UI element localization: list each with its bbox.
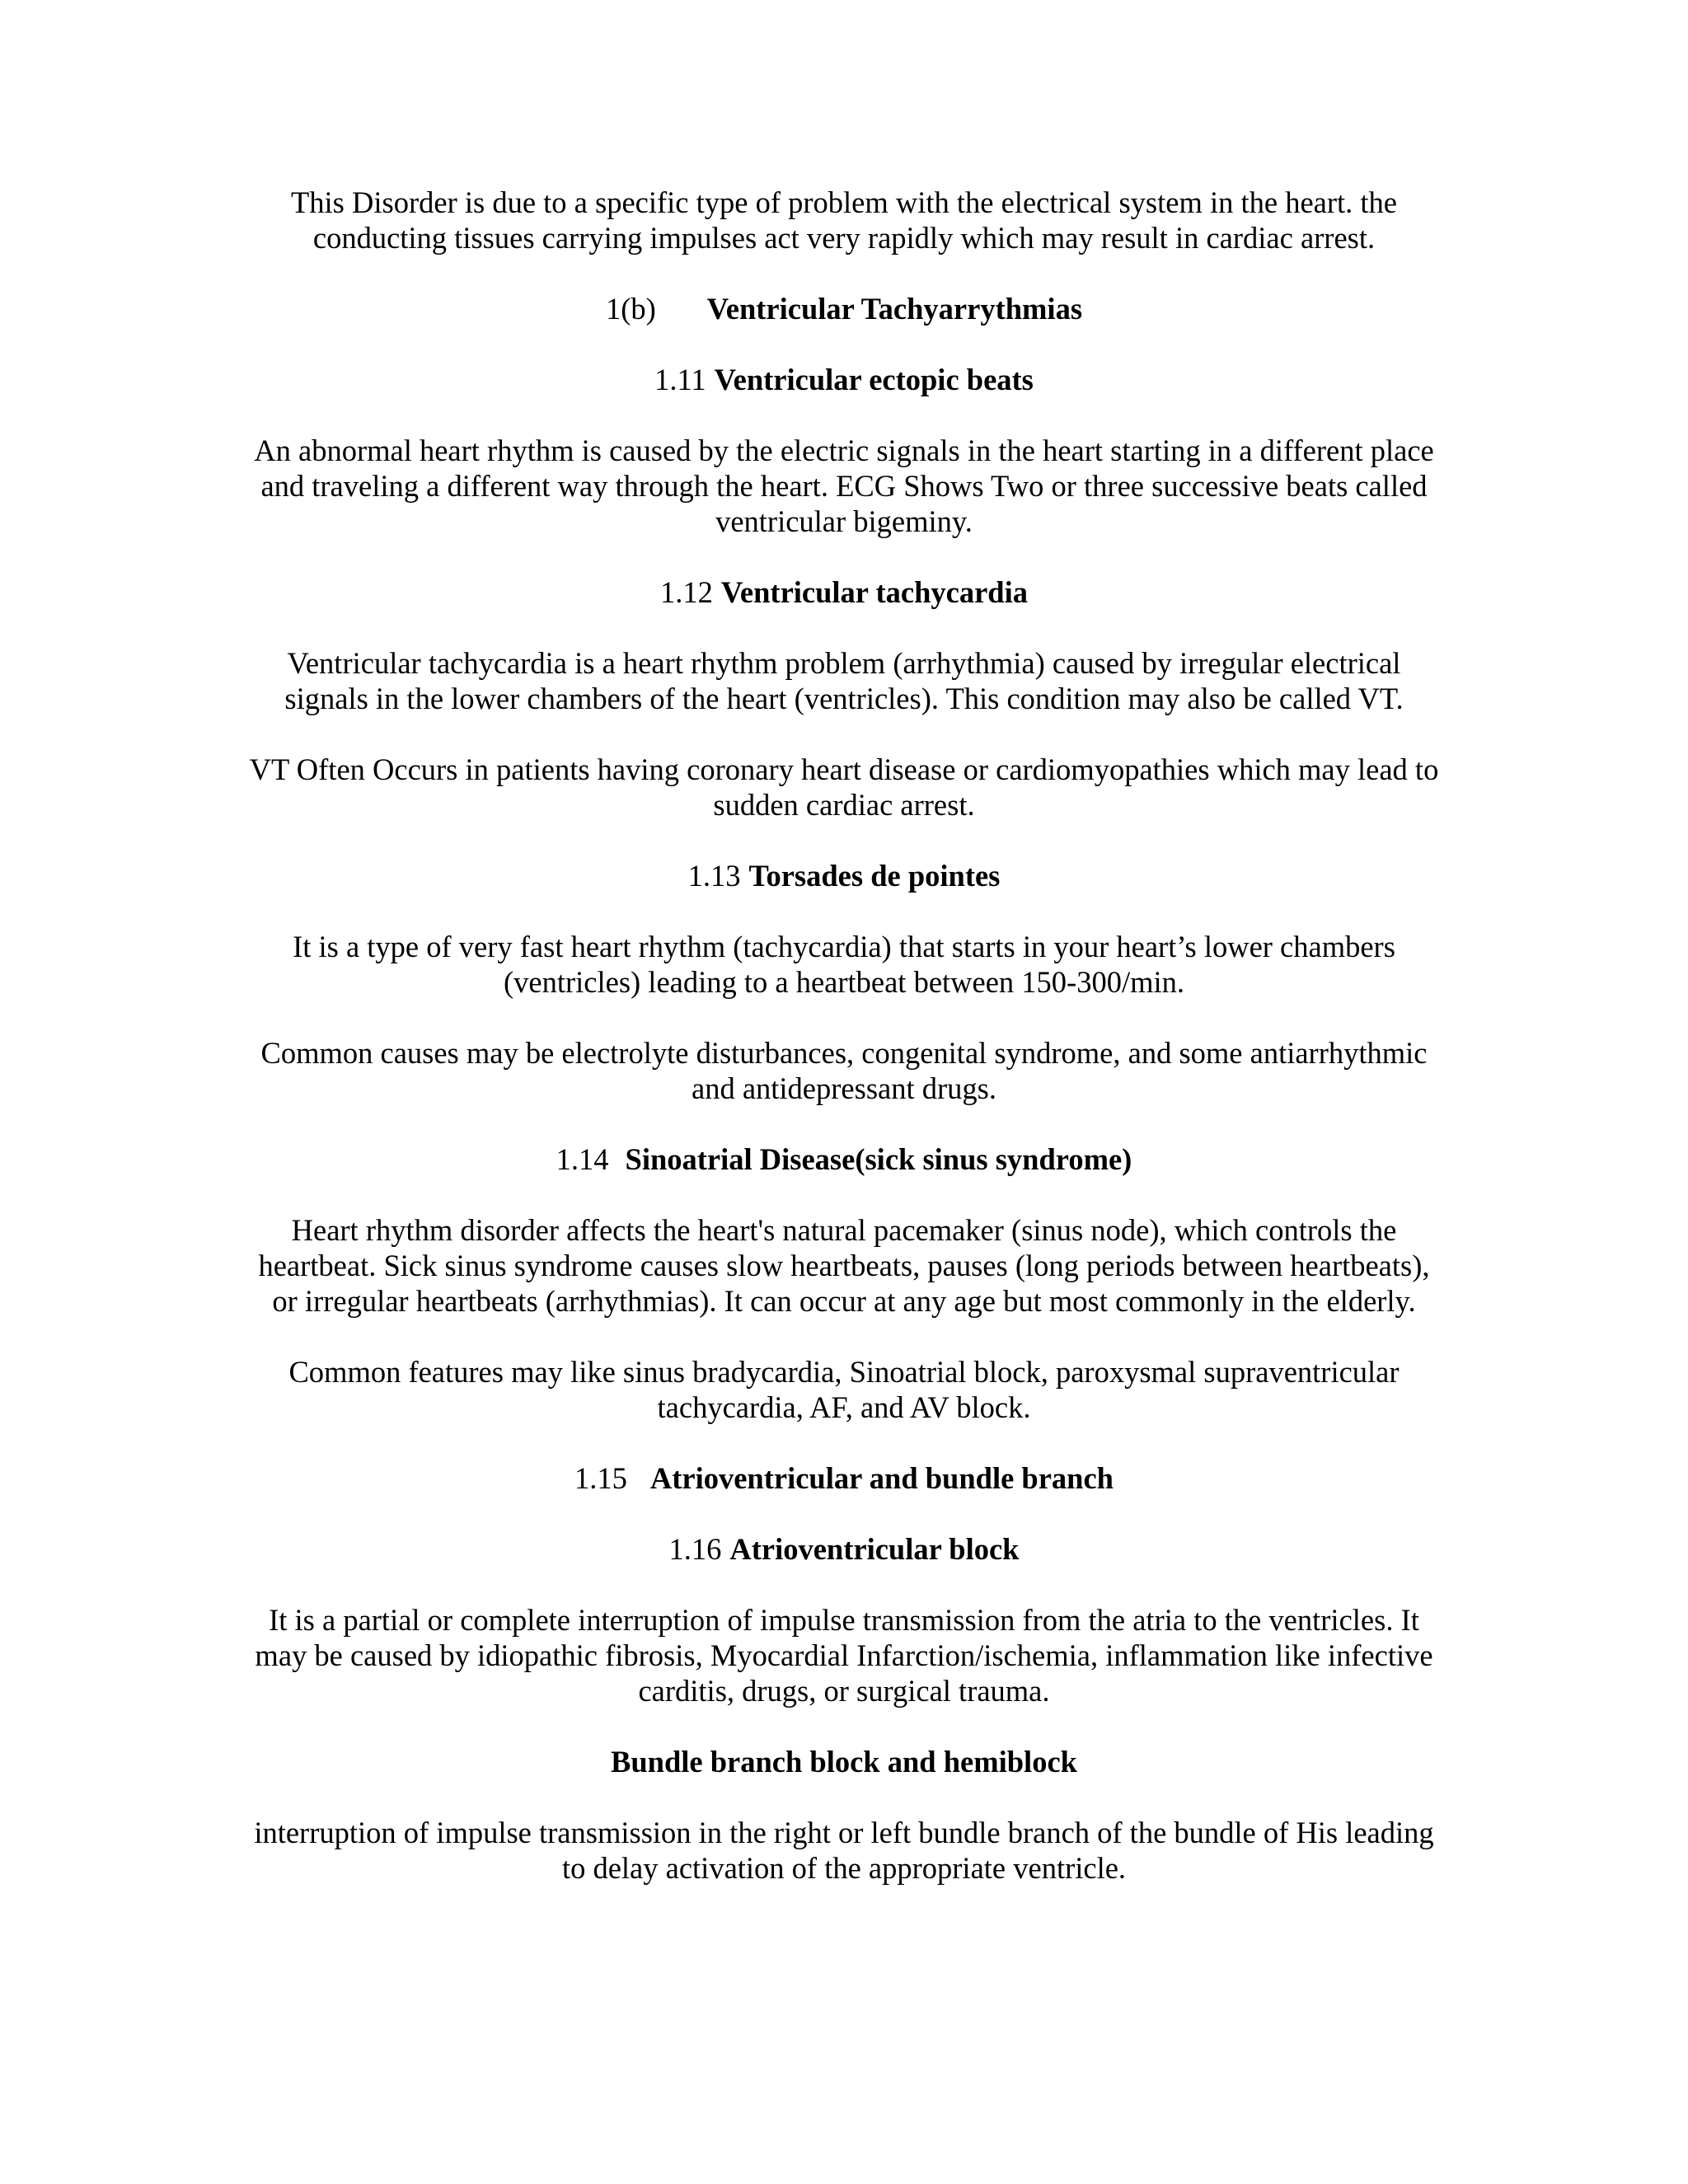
heading-title: Ventricular ectopic beats bbox=[714, 363, 1034, 396]
heading-title: Atrioventricular block bbox=[729, 1532, 1020, 1566]
heading-bundle-branch-block bbox=[247, 1744, 1441, 1779]
paragraph-vt-occurrence: VT Often Occurs in patients having coronary heart disease or cardiomyopathies which may lead to sudden cardiac arrest. bbox=[249, 752, 1439, 822]
heading-title: Torsades de pointes bbox=[748, 859, 1001, 893]
paragraph-torsades-definition: It is a type of very fast heart rhythm (tachycardia) that starts in your heart’s lower chambers (ventricles) leading to a heartbeat between 150-300/min. bbox=[293, 930, 1395, 999]
heading-ventricular-ectopic-beats bbox=[247, 362, 1441, 397]
heading-number: 1.11 bbox=[654, 363, 706, 396]
paragraph-av-block: It is a partial or complete interruption of impulse transmission from the atria to the ventricles. It may be caused by idiopathic fibrosis, Myocardial Infarction/ischemia, inflammation like infective carditis, drugs, or surgical trauma. bbox=[255, 1603, 1433, 1708]
heading-sinoatrial-disease bbox=[247, 1141, 1441, 1177]
paragraph-bundle-branch-block: interruption of impulse transmission in the right or left bundle branch of the bundle of His leading to delay activation of the appropriate ventricle. bbox=[254, 1816, 1434, 1885]
document-page bbox=[247, 185, 1441, 1921]
paragraph-vt-definition: Ventricular tachycardia is a heart rhythm problem (arrhythmia) caused by irregular electrical signals in the lower chambers of the heart (ventricles). This condition may also be called VT. bbox=[284, 646, 1404, 715]
heading-title: Sinoatrial Disease(sick sinus syndrome) bbox=[625, 1142, 1132, 1176]
heading-title: Atrioventricular and bundle branch bbox=[649, 1461, 1114, 1495]
paragraph-sick-sinus-features: Common features may like sinus bradycardia, Sinoatrial block, paroxysmal supraventricular tachycardia, AF, and AV block. bbox=[288, 1355, 1400, 1424]
heading-atrioventricular-block bbox=[247, 1531, 1441, 1567]
heading-ventricular-tachyarrythmias bbox=[247, 291, 1441, 326]
heading-atrioventricular-bundle-branch bbox=[247, 1460, 1441, 1496]
heading-title: Ventricular tachycardia bbox=[720, 575, 1028, 609]
heading-title: Bundle branch block and hemiblock bbox=[611, 1745, 1077, 1779]
heading-number: 1.15 bbox=[574, 1461, 627, 1495]
paragraph-ectopic-beats: An abnormal heart rhythm is caused by the electric signals in the heart starting in a different place and traveling a different way through the heart. ECG Shows Two or three successive beats called ventricular bigeminy. bbox=[254, 434, 1434, 538]
heading-number: 1.16 bbox=[668, 1532, 722, 1566]
heading-title: Ventricular Tachyarrythmias bbox=[706, 292, 1083, 326]
heading-number: 1(b) bbox=[605, 292, 656, 326]
heading-number: 1.12 bbox=[660, 575, 713, 609]
heading-torsades-de-pointes bbox=[247, 858, 1441, 893]
paragraph-intro: This Disorder is due to a specific type of problem with the electrical system in the heart. the conducting tissues carrying impulses act very rapidly which may result in cardiac arrest. bbox=[291, 185, 1397, 255]
heading-number: 1.14 bbox=[556, 1142, 609, 1176]
paragraph-sick-sinus-definition: Heart rhythm disorder affects the heart's natural pacemaker (sinus node), which controls the heartbeat. Sick sinus syndrome causes slow heartbeats, pauses (long periods between heartbeats), or irregular heartbeats (arrhythmias). It can occur at any age but most commonly in the elderly. bbox=[258, 1213, 1430, 1318]
paragraph-torsades-causes: Common causes may be electrolyte disturbances, congenital syndrome, and some antiarrhythmic and antidepressant drugs. bbox=[260, 1036, 1428, 1105]
heading-ventricular-tachycardia bbox=[247, 574, 1441, 610]
heading-number: 1.13 bbox=[687, 859, 741, 893]
